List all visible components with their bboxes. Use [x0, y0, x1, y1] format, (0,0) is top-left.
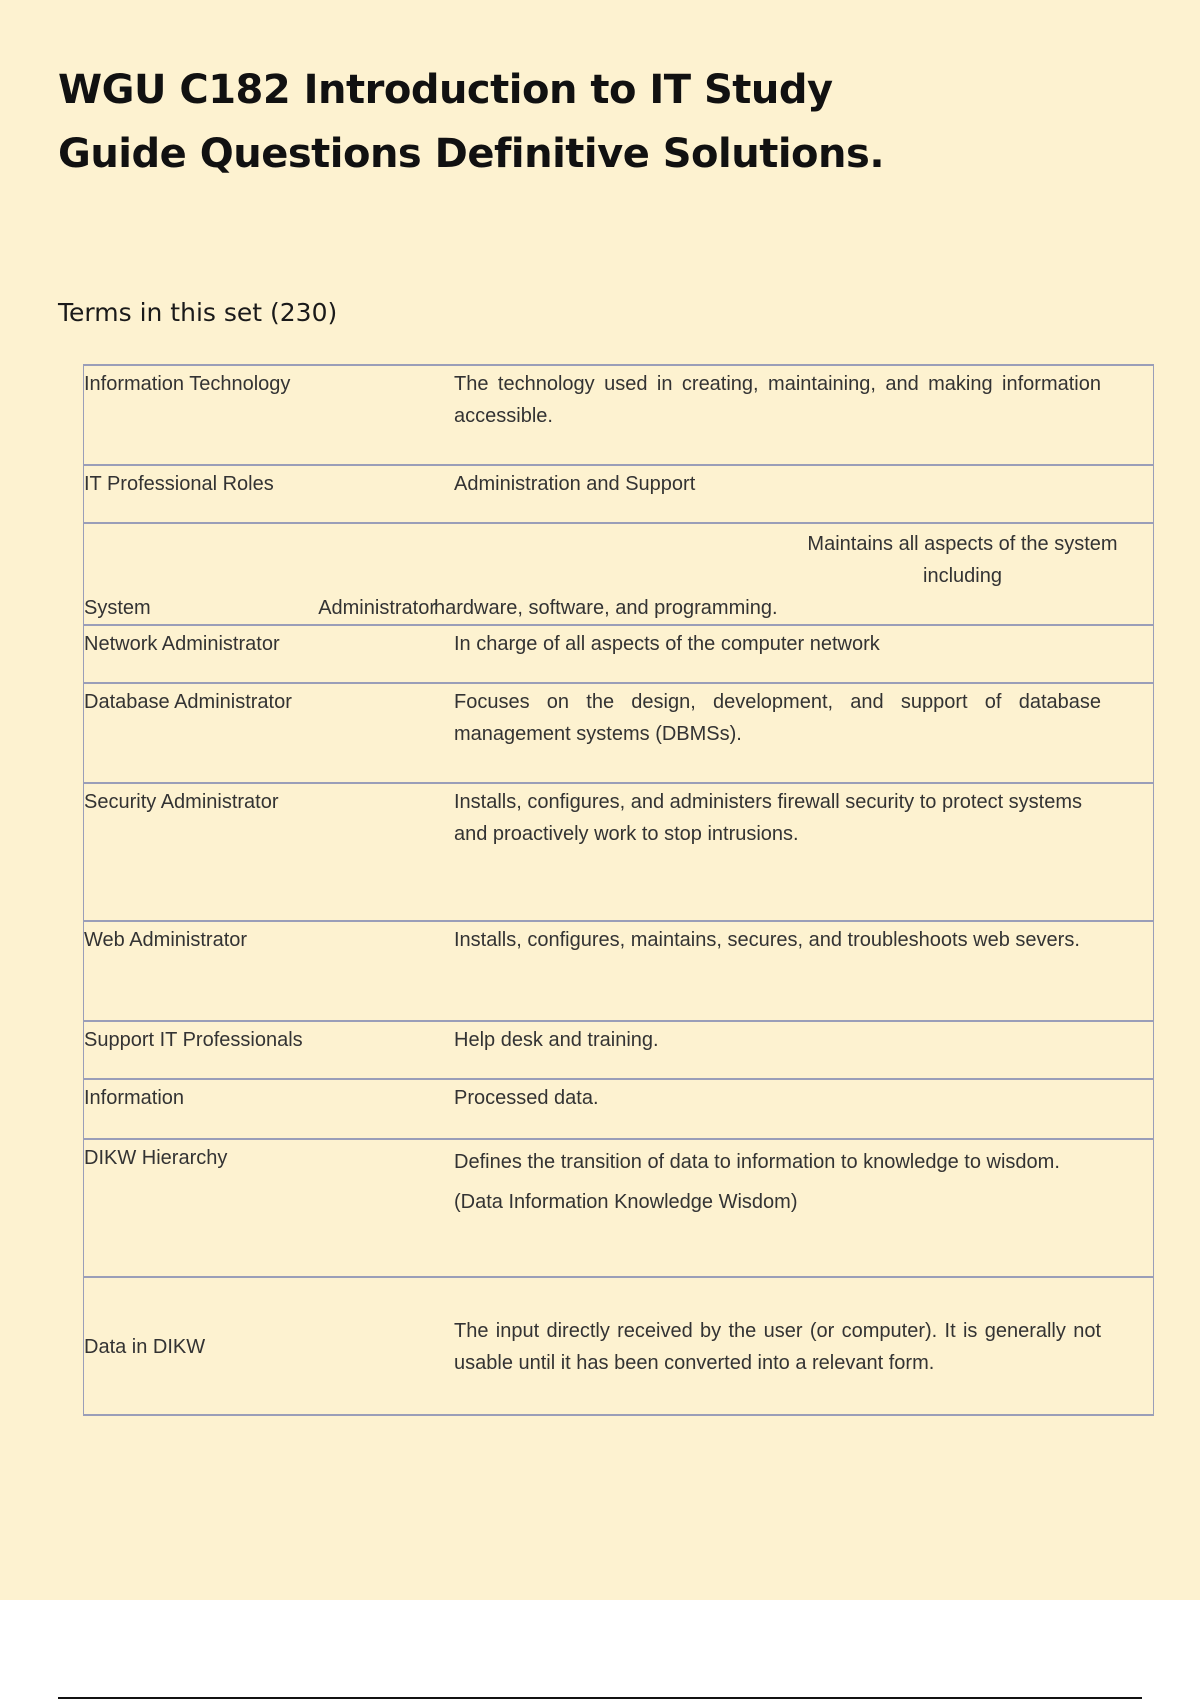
- definition-cell: [454, 783, 1154, 921]
- term-cell: Information: [84, 1079, 455, 1139]
- definition-text: Administration and Support: [454, 473, 696, 495]
- terms-table: [83, 364, 1154, 1416]
- document-title: WGU C182 Introduction to IT Study Guide Questions Definitive Solutions.: [58, 67, 885, 177]
- table-row: [84, 1139, 1154, 1277]
- definition-cell: [434, 523, 1154, 625]
- definition-text: Maintains all aspects of the system including: [807, 533, 1118, 587]
- definition-text: Focuses on the design, development, and support of database management systems (DBMSs).: [454, 691, 1101, 745]
- table-row: [84, 1079, 1154, 1139]
- definition-cell: [454, 625, 1154, 683]
- table-row: [84, 1277, 1154, 1415]
- definition-cell: [454, 365, 1154, 465]
- definition-cell: [454, 1139, 1154, 1277]
- definition-cell: [454, 1277, 1154, 1415]
- term-cell: [84, 523, 455, 625]
- definition-cell: [454, 1079, 1154, 1139]
- table-row: [84, 683, 1154, 783]
- term-cell: IT Professional Roles: [84, 465, 455, 523]
- terms-count-label: Terms in this set (230): [58, 298, 338, 327]
- table-row: [84, 1021, 1154, 1079]
- table-row: [84, 365, 1154, 465]
- definition-text: Installs, configures, maintains, secures, and troubleshoots web severs.: [454, 929, 1080, 951]
- definition-text: In charge of all aspects of the computer network: [454, 633, 880, 655]
- table-row: [84, 625, 1154, 683]
- table-row: [84, 523, 1154, 625]
- term-cell: Information Technology: [84, 365, 455, 465]
- definition-cell: [454, 921, 1154, 1021]
- definition-cell: [454, 1021, 1154, 1079]
- table-row: [84, 465, 1154, 523]
- term-cell: Network Administrator: [84, 625, 455, 683]
- term-cell: Database Administrator: [84, 683, 455, 783]
- table-row: [84, 921, 1154, 1021]
- definition-text: Help desk and training.: [454, 1029, 659, 1051]
- term-cell: DIKW Hierarchy: [84, 1139, 455, 1277]
- definition-text: hardware, software, and programming.: [434, 597, 778, 619]
- definition-cell: [454, 683, 1154, 783]
- term-cell: Support IT Professionals: [84, 1021, 455, 1079]
- term-cell: Data in DIKW: [84, 1277, 455, 1415]
- term-cell: Web Administrator: [84, 921, 455, 1021]
- term-text-part: Administrator: [318, 597, 436, 619]
- definition-text: Processed data.: [454, 1087, 599, 1109]
- term-text-part: System: [84, 597, 151, 619]
- definition-text: The technology used in creating, maintaining, and making information accessible.: [454, 373, 1101, 427]
- definition-text: Installs, configures, and administers firewall security to protect systems and proactively work to stop intrusions.: [454, 791, 1083, 845]
- page-bottom-rule: [58, 1697, 1142, 1699]
- definition-cell: [454, 465, 1154, 523]
- term-cell: Security Administrator: [84, 783, 455, 921]
- definition-text: The input directly received by the user (or computer). It is generally not usable until it has been converted into a relevant form.: [454, 1320, 1101, 1374]
- table-row: [84, 783, 1154, 921]
- definition-text: Defines the transition of data to information to knowledge to wisdom. (Data Information Knowledge Wisdom): [454, 1151, 1060, 1213]
